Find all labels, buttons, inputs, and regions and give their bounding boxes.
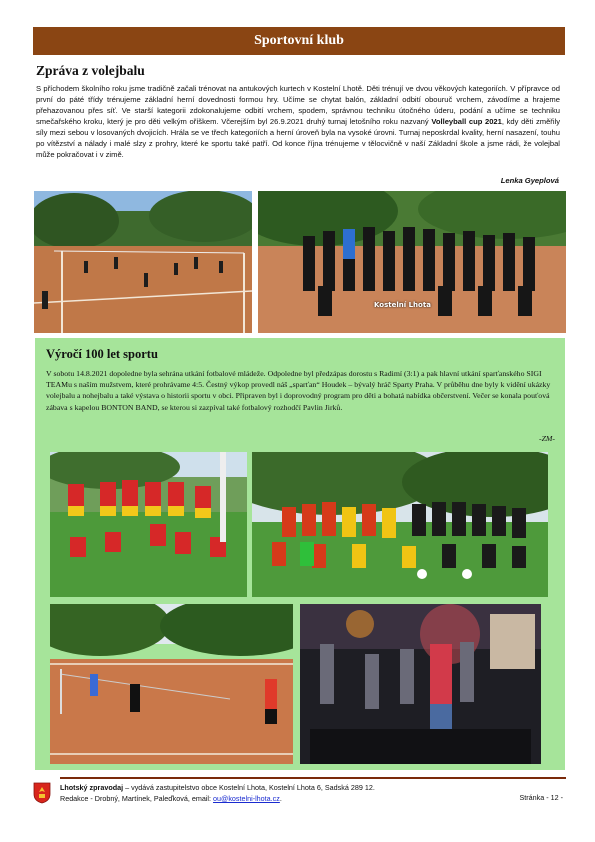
footer-divider <box>60 777 566 779</box>
footer-email-link[interactable]: ou@kostelni-lhota.cz <box>213 794 280 803</box>
photo-band-concert <box>300 604 541 764</box>
photo-volleyball-group <box>258 191 566 333</box>
village-crest-icon <box>33 782 51 804</box>
photo-youth-team <box>50 452 247 597</box>
section-header: Sportovní klub <box>33 27 565 55</box>
article-body-anniversary: V sobotu 14.8.2021 dopoledne byla sehrána utkání fotbalové mládeže. Odpoledne byl předzápas dorostu s Radimí (3:1) a pak hlavní utkání sparťanského SIGI TEAMu s naším mužstvem, které prohrávame 4:5. Čestný výkop provedl náš „sparťan“ Houdek – bývalý hráč Sparty Praha. V průběhu dne byly k vidění ukázky volejbalu a nohejbalu a také výstava o historii sportu v obci. Připraven byl i doprovodný program pro děti a bohatá nabídka občerstvení. Večer se konala pouťová zábava s kapelou BONTON BAND, se kterou si zazpíval také fotbalový rozhodčí Pavlin Jirků. <box>46 369 551 412</box>
article-title-anniversary: Výročí 100 let sportu <box>46 347 158 361</box>
photo-footvolley <box>50 604 293 764</box>
photo-volleyball-court <box>34 191 252 333</box>
article-signature: -ZM- <box>538 434 555 443</box>
article-body-volleyball: S příchodem školního roku jsme tradičně začali trénovat na antukových kurtech v Kostelní Lhotě. Děti trénují ve dvou věkových kategoriích. V přípravce od první do páté třídy trénujeme základní herní dovednosti formou hry. Učíme se chytat balón, základní odbití obouruč vrchem, závodíme a hrajeme přehazovanou přes síť. Ve starší kategorii zdokonalujeme odbití vrchem, spodem, správnou techniku útočného úderu, podání a učíme se techniku smečařského kroku, který je pro děti velkým oříškem. Včerejším byl 26.9.2021 druhý turnaj letošního roku nazvaný Volleyball cup 2021, kdy děti změřily síly mezi sebou v losovaných dvojicích. Hrála se ve třech kategoriích a herní úroveň byla na vysoké úrovni. Turnaj neposkrdal kvality, herní nasazení, touhu po vítězství a nálady i malé slzy z prohry, které ke sportu také patří. Od konce října trénujeme v tělocvičně v naší Základní škole a jsme rádi, že volejbal může pokračovat i v zimě. <box>36 84 560 159</box>
photo-football-teams <box>252 452 548 597</box>
article-author: Lenka Gyeplová <box>500 176 559 185</box>
page-number: Stránka - 12 - <box>519 793 563 802</box>
photo-caption: Kostelní Lhota <box>374 301 431 309</box>
footer-imprint: Lhotský zpravodaj – vydává zastupitelstvo obce Kostelní Lhota, Kostelní Lhota 6, Sadská 289 12. Redakce - Drobný, Martínek, Paleďková, email: ou@kostelni-lhota.cz. <box>60 783 375 803</box>
article-title-volleyball: Zpráva z volejbalu <box>36 63 145 78</box>
